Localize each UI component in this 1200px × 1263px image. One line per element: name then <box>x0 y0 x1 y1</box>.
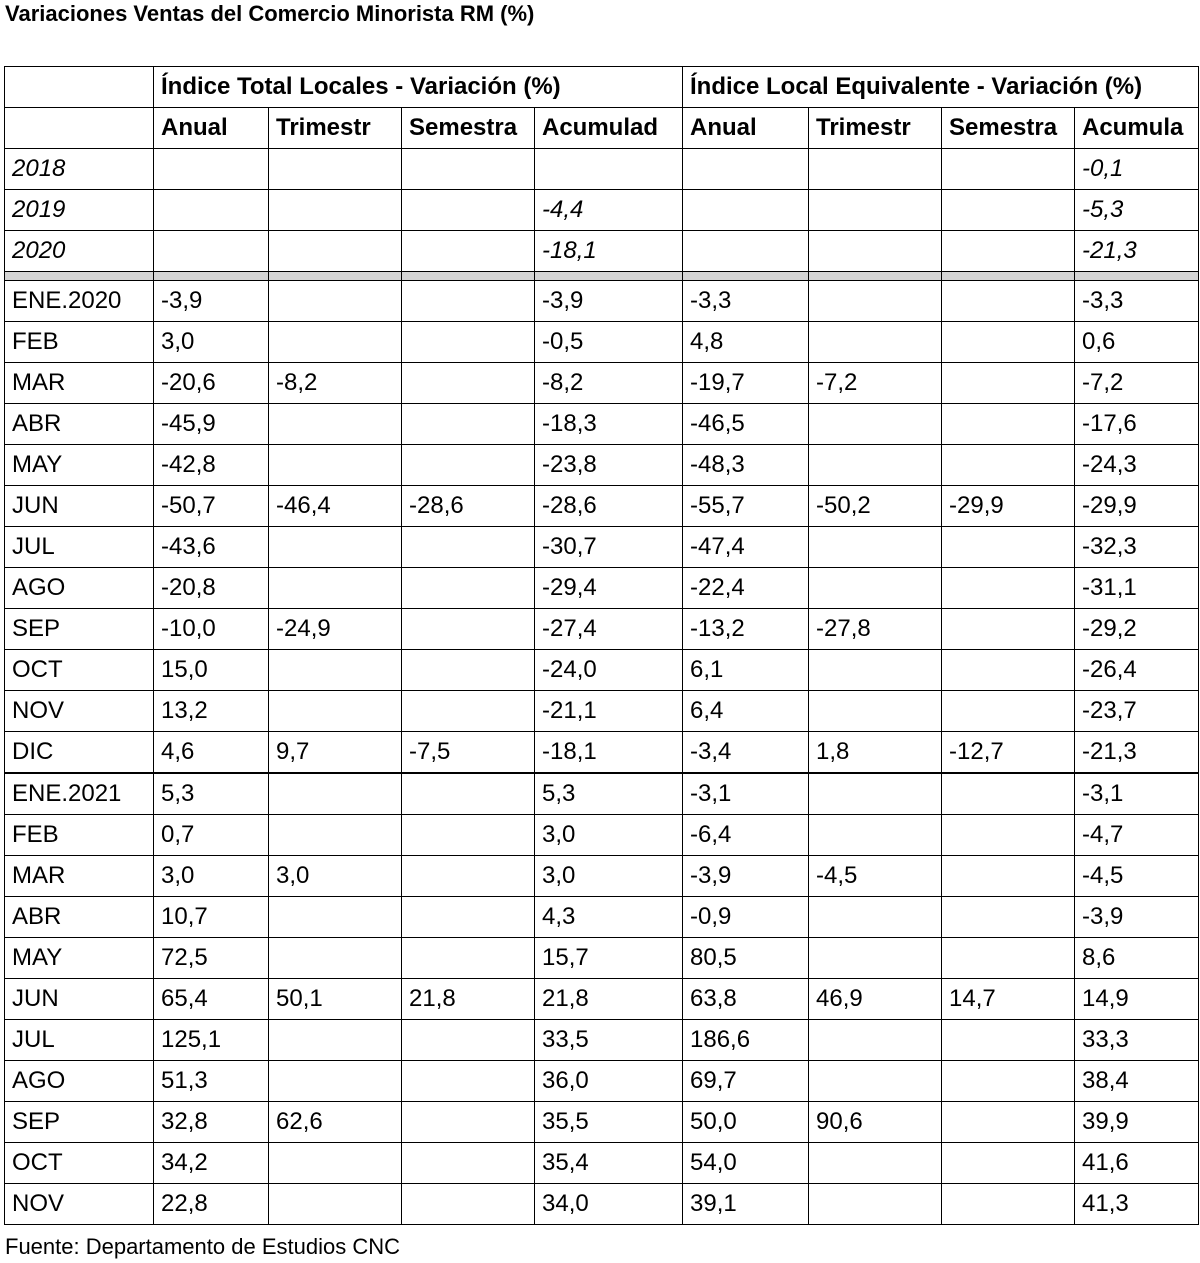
table-cell: 21,8 <box>535 979 683 1020</box>
table-cell <box>809 322 942 363</box>
table-cell <box>269 1061 402 1102</box>
table-cell <box>942 363 1075 404</box>
month-row <box>5 773 1199 815</box>
table-cell: -8,2 <box>269 363 402 404</box>
table-cell: 4,3 <box>535 897 683 938</box>
table-cell <box>402 445 535 486</box>
table-cell: -50,7 <box>154 486 269 527</box>
table-cell: 15,0 <box>154 650 269 691</box>
table-cell <box>269 897 402 938</box>
table-cell: -55,7 <box>683 486 809 527</box>
table-cell <box>942 190 1075 231</box>
table-cell: -20,6 <box>154 363 269 404</box>
row-label: SEP <box>5 609 154 650</box>
table-cell <box>402 322 535 363</box>
column-header: Anual <box>154 108 269 149</box>
row-label: FEB <box>5 815 154 856</box>
table-cell <box>402 363 535 404</box>
table-cell <box>942 527 1075 568</box>
table-cell <box>402 691 535 732</box>
table-cell: 15,7 <box>535 938 683 979</box>
row-label: DIC <box>5 732 154 774</box>
table-cell: -3,1 <box>683 773 809 815</box>
table-cell: -29,2 <box>1075 609 1199 650</box>
table-cell <box>809 445 942 486</box>
table-cell: -3,3 <box>1075 281 1199 322</box>
row-label: ABR <box>5 404 154 445</box>
table-cell <box>809 938 942 979</box>
month-row <box>5 732 1199 774</box>
table-cell: 4,8 <box>683 322 809 363</box>
table-cell <box>402 815 535 856</box>
table-cell: 14,7 <box>942 979 1075 1020</box>
table-cell <box>269 404 402 445</box>
table-cell: 8,6 <box>1075 938 1199 979</box>
table-cell: 69,7 <box>683 1061 809 1102</box>
table-cell: -27,8 <box>809 609 942 650</box>
table-cell: -8,2 <box>535 363 683 404</box>
divider-cell <box>942 272 1075 281</box>
table-cell <box>402 527 535 568</box>
table-cell <box>809 650 942 691</box>
table-cell <box>402 281 535 322</box>
table-cell: -12,7 <box>942 732 1075 774</box>
row-label: MAY <box>5 445 154 486</box>
month-row <box>5 691 1199 732</box>
table-cell: 62,6 <box>269 1102 402 1143</box>
table-cell <box>942 938 1075 979</box>
table-cell <box>942 149 1075 190</box>
table-cell <box>683 190 809 231</box>
row-label: SEP <box>5 1102 154 1143</box>
table-cell <box>269 322 402 363</box>
table-cell: -28,6 <box>402 486 535 527</box>
table-cell <box>402 231 535 272</box>
row-label: MAY <box>5 938 154 979</box>
table-cell: 65,4 <box>154 979 269 1020</box>
row-label: ABR <box>5 897 154 938</box>
table-cell: 33,3 <box>1075 1020 1199 1061</box>
table-cell: 5,3 <box>535 773 683 815</box>
table-cell: -46,5 <box>683 404 809 445</box>
table-cell: 4,6 <box>154 732 269 774</box>
table-cell: -3,9 <box>154 281 269 322</box>
row-label: FEB <box>5 322 154 363</box>
month-row <box>5 856 1199 897</box>
month-row <box>5 609 1199 650</box>
row-label: OCT <box>5 650 154 691</box>
month-row <box>5 486 1199 527</box>
table-cell: -6,4 <box>683 815 809 856</box>
table-cell <box>269 1184 402 1225</box>
year-row <box>5 190 1199 231</box>
table-cell: -5,3 <box>1075 190 1199 231</box>
table-cell: 32,8 <box>154 1102 269 1143</box>
table-cell <box>154 190 269 231</box>
table-cell <box>809 691 942 732</box>
row-label: 2018 <box>5 149 154 190</box>
table-cell: -21,1 <box>535 691 683 732</box>
table-cell: 41,6 <box>1075 1143 1199 1184</box>
table-cell: 38,4 <box>1075 1061 1199 1102</box>
table-cell <box>809 1143 942 1184</box>
table-cell: 13,2 <box>154 691 269 732</box>
table-cell <box>269 773 402 815</box>
table-cell: 186,6 <box>683 1020 809 1061</box>
table-cell <box>942 568 1075 609</box>
row-label: NOV <box>5 1184 154 1225</box>
month-row <box>5 979 1199 1020</box>
table-cell <box>809 815 942 856</box>
month-row <box>5 897 1199 938</box>
table-cell: -10,0 <box>154 609 269 650</box>
table-cell: 3,0 <box>269 856 402 897</box>
sales-variation-table <box>4 66 1199 1225</box>
table-cell: -3,3 <box>683 281 809 322</box>
table-cell: -28,6 <box>535 486 683 527</box>
table-cell <box>402 650 535 691</box>
table-cell <box>269 445 402 486</box>
table-cell: -24,3 <box>1075 445 1199 486</box>
table-cell: -3,9 <box>1075 897 1199 938</box>
month-row <box>5 1184 1199 1225</box>
table-cell <box>942 1020 1075 1061</box>
table-cell: -32,3 <box>1075 527 1199 568</box>
table-cell: 21,8 <box>402 979 535 1020</box>
source-note: Fuente: Departamento de Estudios CNC <box>5 1234 400 1259</box>
table-cell: 54,0 <box>683 1143 809 1184</box>
table-cell: -7,2 <box>1075 363 1199 404</box>
row-label: AGO <box>5 568 154 609</box>
table-cell <box>809 404 942 445</box>
group-header-local-equivalente: Índice Local Equivalente - Variación (%) <box>683 67 1199 108</box>
table-cell <box>942 322 1075 363</box>
table-cell <box>942 1184 1075 1225</box>
divider-cell <box>535 272 683 281</box>
row-label: JUN <box>5 979 154 1020</box>
table-cell: -7,2 <box>809 363 942 404</box>
table-cell <box>269 1020 402 1061</box>
divider-cell <box>683 272 809 281</box>
table-cell: 33,5 <box>535 1020 683 1061</box>
table-cell <box>402 404 535 445</box>
table-cell <box>942 897 1075 938</box>
table-cell: -24,0 <box>535 650 683 691</box>
table-cell: 90,6 <box>809 1102 942 1143</box>
year-row <box>5 231 1199 272</box>
table-cell <box>809 149 942 190</box>
table-title: Variaciones Ventas del Comercio Minorista RM (%) <box>5 1 535 26</box>
table-cell: -22,4 <box>683 568 809 609</box>
table-cell: -30,7 <box>535 527 683 568</box>
table-cell: -4,7 <box>1075 815 1199 856</box>
table-cell: -21,3 <box>1075 732 1199 774</box>
table-cell <box>269 938 402 979</box>
month-row <box>5 281 1199 322</box>
table-cell <box>269 815 402 856</box>
table-cell: 9,7 <box>269 732 402 774</box>
divider-cell <box>402 272 535 281</box>
table-cell <box>402 773 535 815</box>
table-cell: 50,1 <box>269 979 402 1020</box>
table-cell <box>269 1143 402 1184</box>
month-row <box>5 404 1199 445</box>
row-label: 2019 <box>5 190 154 231</box>
table-cell <box>942 1143 1075 1184</box>
table-cell: -21,3 <box>1075 231 1199 272</box>
divider-cell <box>809 272 942 281</box>
table-cell: -4,4 <box>535 190 683 231</box>
table-cell <box>942 1102 1075 1143</box>
table-cell <box>402 938 535 979</box>
row-label: JUN <box>5 486 154 527</box>
table-cell: -3,1 <box>1075 773 1199 815</box>
table-cell <box>269 568 402 609</box>
table-cell: -23,8 <box>535 445 683 486</box>
table-cell: -27,4 <box>535 609 683 650</box>
corner-cell <box>5 108 154 149</box>
column-header: Trimestr <box>269 108 402 149</box>
table-cell: 6,1 <box>683 650 809 691</box>
table-cell <box>269 691 402 732</box>
table-cell <box>942 650 1075 691</box>
month-row <box>5 1143 1199 1184</box>
table-cell: 80,5 <box>683 938 809 979</box>
divider-cell <box>5 272 154 281</box>
column-header: Acumula <box>1075 108 1199 149</box>
table-cell: 50,0 <box>683 1102 809 1143</box>
table-cell: -29,9 <box>1075 486 1199 527</box>
table-cell: 5,3 <box>154 773 269 815</box>
table-cell <box>402 856 535 897</box>
table-cell <box>809 1061 942 1102</box>
column-header: Anual <box>683 108 809 149</box>
table-cell <box>942 231 1075 272</box>
table-cell: 35,4 <box>535 1143 683 1184</box>
table-cell: -18,1 <box>535 231 683 272</box>
table-cell: 1,8 <box>809 732 942 774</box>
table-cell: -3,9 <box>535 281 683 322</box>
table-cell <box>402 1143 535 1184</box>
table-cell: -26,4 <box>1075 650 1199 691</box>
row-label: MAR <box>5 856 154 897</box>
table-cell: -24,9 <box>269 609 402 650</box>
row-label: MAR <box>5 363 154 404</box>
table-cell <box>809 231 942 272</box>
table-cell: 39,9 <box>1075 1102 1199 1143</box>
table-cell: 34,0 <box>535 1184 683 1225</box>
table-cell: 10,7 <box>154 897 269 938</box>
month-row <box>5 1020 1199 1061</box>
table-cell <box>683 231 809 272</box>
table-cell: -47,4 <box>683 527 809 568</box>
month-row <box>5 938 1199 979</box>
row-label: AGO <box>5 1061 154 1102</box>
table-cell <box>683 149 809 190</box>
table-cell: -20,8 <box>154 568 269 609</box>
table-cell: -31,1 <box>1075 568 1199 609</box>
table-cell <box>154 149 269 190</box>
divider-cell <box>269 272 402 281</box>
table-cell <box>402 1061 535 1102</box>
table-cell: 14,9 <box>1075 979 1199 1020</box>
table-cell: 3,0 <box>154 856 269 897</box>
table-cell: -50,2 <box>809 486 942 527</box>
table-cell: -42,8 <box>154 445 269 486</box>
table-cell: -13,2 <box>683 609 809 650</box>
table-cell: 34,2 <box>154 1143 269 1184</box>
column-header: Semestra <box>942 108 1075 149</box>
table-cell: 39,1 <box>683 1184 809 1225</box>
row-label: OCT <box>5 1143 154 1184</box>
month-row <box>5 1061 1199 1102</box>
table-cell: -3,4 <box>683 732 809 774</box>
table-cell <box>269 650 402 691</box>
table-cell <box>809 1020 942 1061</box>
table-cell: -0,9 <box>683 897 809 938</box>
table-cell <box>402 568 535 609</box>
column-header: Trimestr <box>809 108 942 149</box>
row-label: ENE.2021 <box>5 773 154 815</box>
month-row <box>5 650 1199 691</box>
table-cell: -19,7 <box>683 363 809 404</box>
table-cell <box>269 231 402 272</box>
table-cell <box>809 897 942 938</box>
table-cell: -17,6 <box>1075 404 1199 445</box>
table-cell: 36,0 <box>535 1061 683 1102</box>
table-cell: -0,1 <box>1075 149 1199 190</box>
table-cell <box>809 773 942 815</box>
table-cell: -18,1 <box>535 732 683 774</box>
column-header: Acumulad <box>535 108 683 149</box>
table-cell: 3,0 <box>535 815 683 856</box>
table-cell: 35,5 <box>535 1102 683 1143</box>
year-row <box>5 149 1199 190</box>
table-cell <box>942 609 1075 650</box>
month-row <box>5 363 1199 404</box>
table-cell: 0,6 <box>1075 322 1199 363</box>
table-cell <box>269 149 402 190</box>
table-cell <box>809 1184 942 1225</box>
month-row <box>5 568 1199 609</box>
table-cell: -23,7 <box>1075 691 1199 732</box>
section-divider <box>5 272 1199 281</box>
table-cell <box>402 190 535 231</box>
table-cell <box>154 231 269 272</box>
table-cell: 3,0 <box>154 322 269 363</box>
table-cell <box>809 568 942 609</box>
table-cell <box>942 773 1075 815</box>
table-cell <box>402 149 535 190</box>
table-cell: 0,7 <box>154 815 269 856</box>
row-label: NOV <box>5 691 154 732</box>
table-cell <box>809 190 942 231</box>
table-cell: 3,0 <box>535 856 683 897</box>
divider-cell <box>1075 272 1199 281</box>
row-label: 2020 <box>5 231 154 272</box>
table-cell <box>269 527 402 568</box>
month-row <box>5 322 1199 363</box>
table-cell: 41,3 <box>1075 1184 1199 1225</box>
table-cell: 63,8 <box>683 979 809 1020</box>
table-cell: -4,5 <box>809 856 942 897</box>
table-cell <box>535 149 683 190</box>
table-cell: -43,6 <box>154 527 269 568</box>
table-cell: -29,4 <box>535 568 683 609</box>
table-cell <box>942 281 1075 322</box>
table-cell: 46,9 <box>809 979 942 1020</box>
table-cell: -4,5 <box>1075 856 1199 897</box>
table-cell <box>402 609 535 650</box>
table-cell <box>942 856 1075 897</box>
table-cell <box>402 897 535 938</box>
table-cell: 51,3 <box>154 1061 269 1102</box>
table-cell: -3,9 <box>683 856 809 897</box>
table-cell <box>809 281 942 322</box>
table-cell: 6,4 <box>683 691 809 732</box>
table-cell <box>942 815 1075 856</box>
table-cell: -0,5 <box>535 322 683 363</box>
table-cell <box>942 445 1075 486</box>
table-cell: -29,9 <box>942 486 1075 527</box>
table-cell <box>402 1020 535 1061</box>
table-cell <box>269 190 402 231</box>
corner-cell <box>5 67 154 108</box>
table-cell <box>942 691 1075 732</box>
column-header: Semestra <box>402 108 535 149</box>
table-cell: -18,3 <box>535 404 683 445</box>
group-header-total-locales: Índice Total Locales - Variación (%) <box>154 67 683 108</box>
table-cell: 125,1 <box>154 1020 269 1061</box>
table-cell <box>942 1061 1075 1102</box>
table-cell <box>809 527 942 568</box>
month-row <box>5 815 1199 856</box>
table-cell <box>402 1102 535 1143</box>
table-cell: -48,3 <box>683 445 809 486</box>
month-row <box>5 445 1199 486</box>
table-cell: 22,8 <box>154 1184 269 1225</box>
table-cell <box>402 1184 535 1225</box>
month-row <box>5 1102 1199 1143</box>
table-cell <box>942 404 1075 445</box>
table-cell: -46,4 <box>269 486 402 527</box>
table-cell: 72,5 <box>154 938 269 979</box>
row-label: JUL <box>5 1020 154 1061</box>
divider-cell <box>154 272 269 281</box>
month-row <box>5 527 1199 568</box>
row-label: JUL <box>5 527 154 568</box>
table-cell: -7,5 <box>402 732 535 774</box>
row-label: ENE.2020 <box>5 281 154 322</box>
table-cell <box>269 281 402 322</box>
table-cell: -45,9 <box>154 404 269 445</box>
